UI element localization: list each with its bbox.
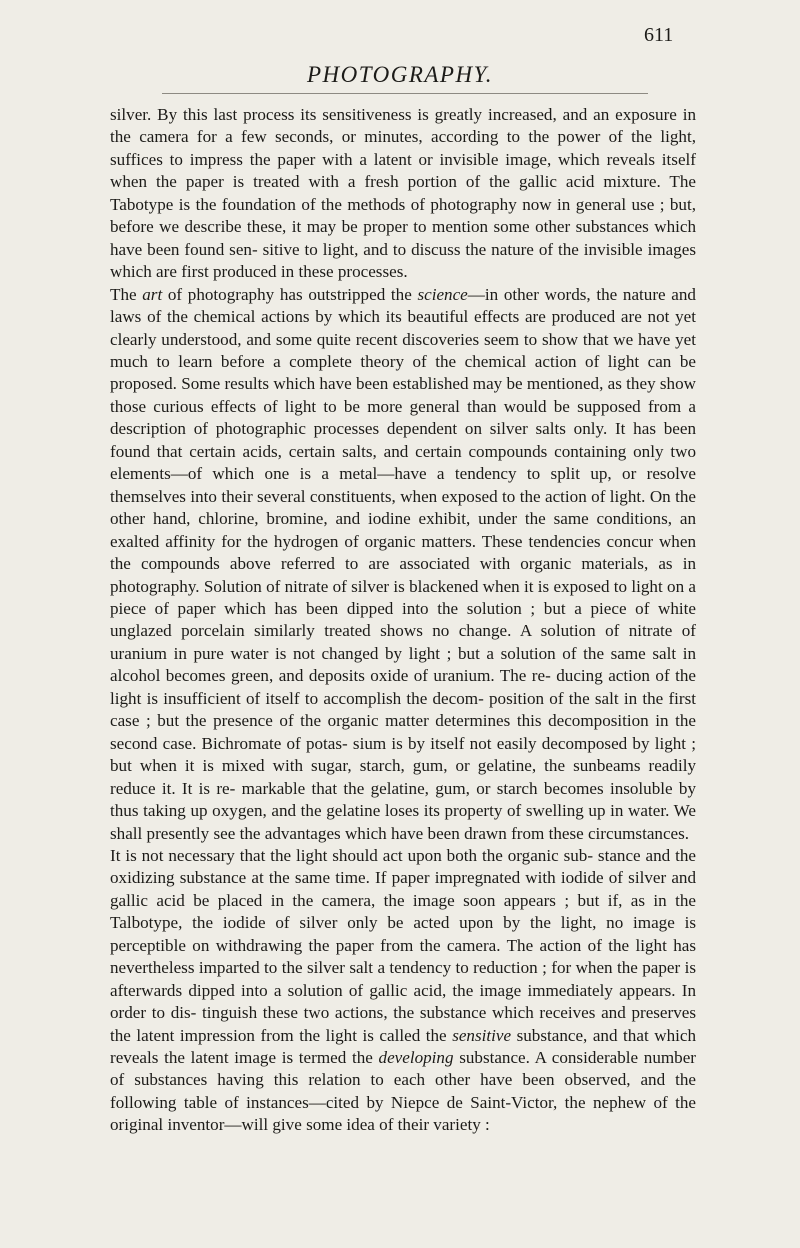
italic-term-developing: developing xyxy=(378,1048,454,1068)
header-rule xyxy=(162,93,648,94)
body-text xyxy=(110,104,696,1137)
paragraph-text: —in other words, the nature and laws of the chemical actions by which its beautiful effects are produced are not yet clearly understood, and some quite recent discoveries seem to show that we have yet much to learn before a complete theory of the chemical action of light can be proposed. Some results which have been established may be mentioned, as they show those curious effects of light to be more general than would be supposed from a description of photographic processes dependent on silver salts only. It has been found that certain acids, certain salts, and certain compounds containing only two elements—of which one is a metal—have a tendency to split up, or resolve themselves into their several constituents, when exposed to the action of light. On the other hand, chlorine, bromine, and iodine exhibit, under the same conditions, an exalted affinity for the hydrogen of organic matters. These tendencies concur when the compounds above referred to are associated with organic materials, as in photography. Solution of nitrate of silver is blackened when it is exposed to light on a piece of paper which has been dipped into the solution ; but a piece of white unglazed porcelain similarly treated shows no change. A solution of nitrate of uranium in pure water is not changed by light ; but a solution of the same salt in alcohol becomes green, and deposits oxide of uranium. The re- ducing action of the light is insufficient of itself to accomplish the decom- position of the salt in the first case ; but the presence of the organic matter determines this decomposition in the second case. Bichromate of potas- sium is by itself not easily decomposed by light ; but when it is mixed with sugar, starch, gum, or gelatine, the sunbeams readily reduce it. It is re- markable that the gelatine, gum, or starch becomes insoluble by thus taking up oxygen, and the gelatine loses its property of swelling up in water. We shall presently see the advantages which have been drawn from these circumstances. xyxy=(110,284,696,843)
paragraph-text: It is not necessary that the light should act upon both the organic sub- stance and the oxidizing substance at the same time. If paper impregnated with iodide of silver and gallic acid be placed in the camera, the image soon appears ; but if, as in the Talbotype, the iodide of silver only be acted upon by the light, no image is perceptible on withdrawing the paper from the camera. The action of the light has nevertheless imparted to the silver salt a tendency to reduction ; for when the paper is afterwards dipped into a solution of gallic acid, the image immediately appears. In order to dis- tinguish these two actions, the substance which receives and preserves the latent impression from the light is called the xyxy=(110,845,696,1045)
paragraph-text: silver. By this last process its sensitiveness is greatly increased, and an exposure in the camera for a few seconds, or minutes, according to the power of the light, suffices to impress the paper with a latent or invisible image, which reveals itself when the paper is treated with a fresh portion of the gallic acid mixture. The Tabotype is the foundation of the methods of photography now in general use ; but, before we describe these, it may be proper to mention some other substances which have been found sen- sitive to light, and to discuss the nature of the invisible images which are first produced in these processes. xyxy=(110,105,696,282)
paragraph-text: substance. A considerable number of substances having this relation to each other have been observed, and the following table of instances—cited by Niepce de Saint-Victor, the nephew of the original inventor—will give some idea of their variety : xyxy=(110,1048,697,1135)
paragraph-text: The xyxy=(110,284,143,304)
italic-term-art: art xyxy=(142,284,163,304)
paragraph-text: substance, and that which reveals the latent image is termed the xyxy=(110,1025,696,1068)
italic-term-sensitive: sensitive xyxy=(452,1025,512,1045)
running-title: PHOTOGRAPHY. xyxy=(306,62,494,87)
page-number: 611 xyxy=(644,24,674,46)
italic-term-science: science xyxy=(417,284,468,304)
paragraph xyxy=(110,104,696,284)
paragraph-text: of photography has outstripped the xyxy=(162,284,418,304)
paragraph xyxy=(110,845,696,1137)
paragraph xyxy=(110,284,696,845)
